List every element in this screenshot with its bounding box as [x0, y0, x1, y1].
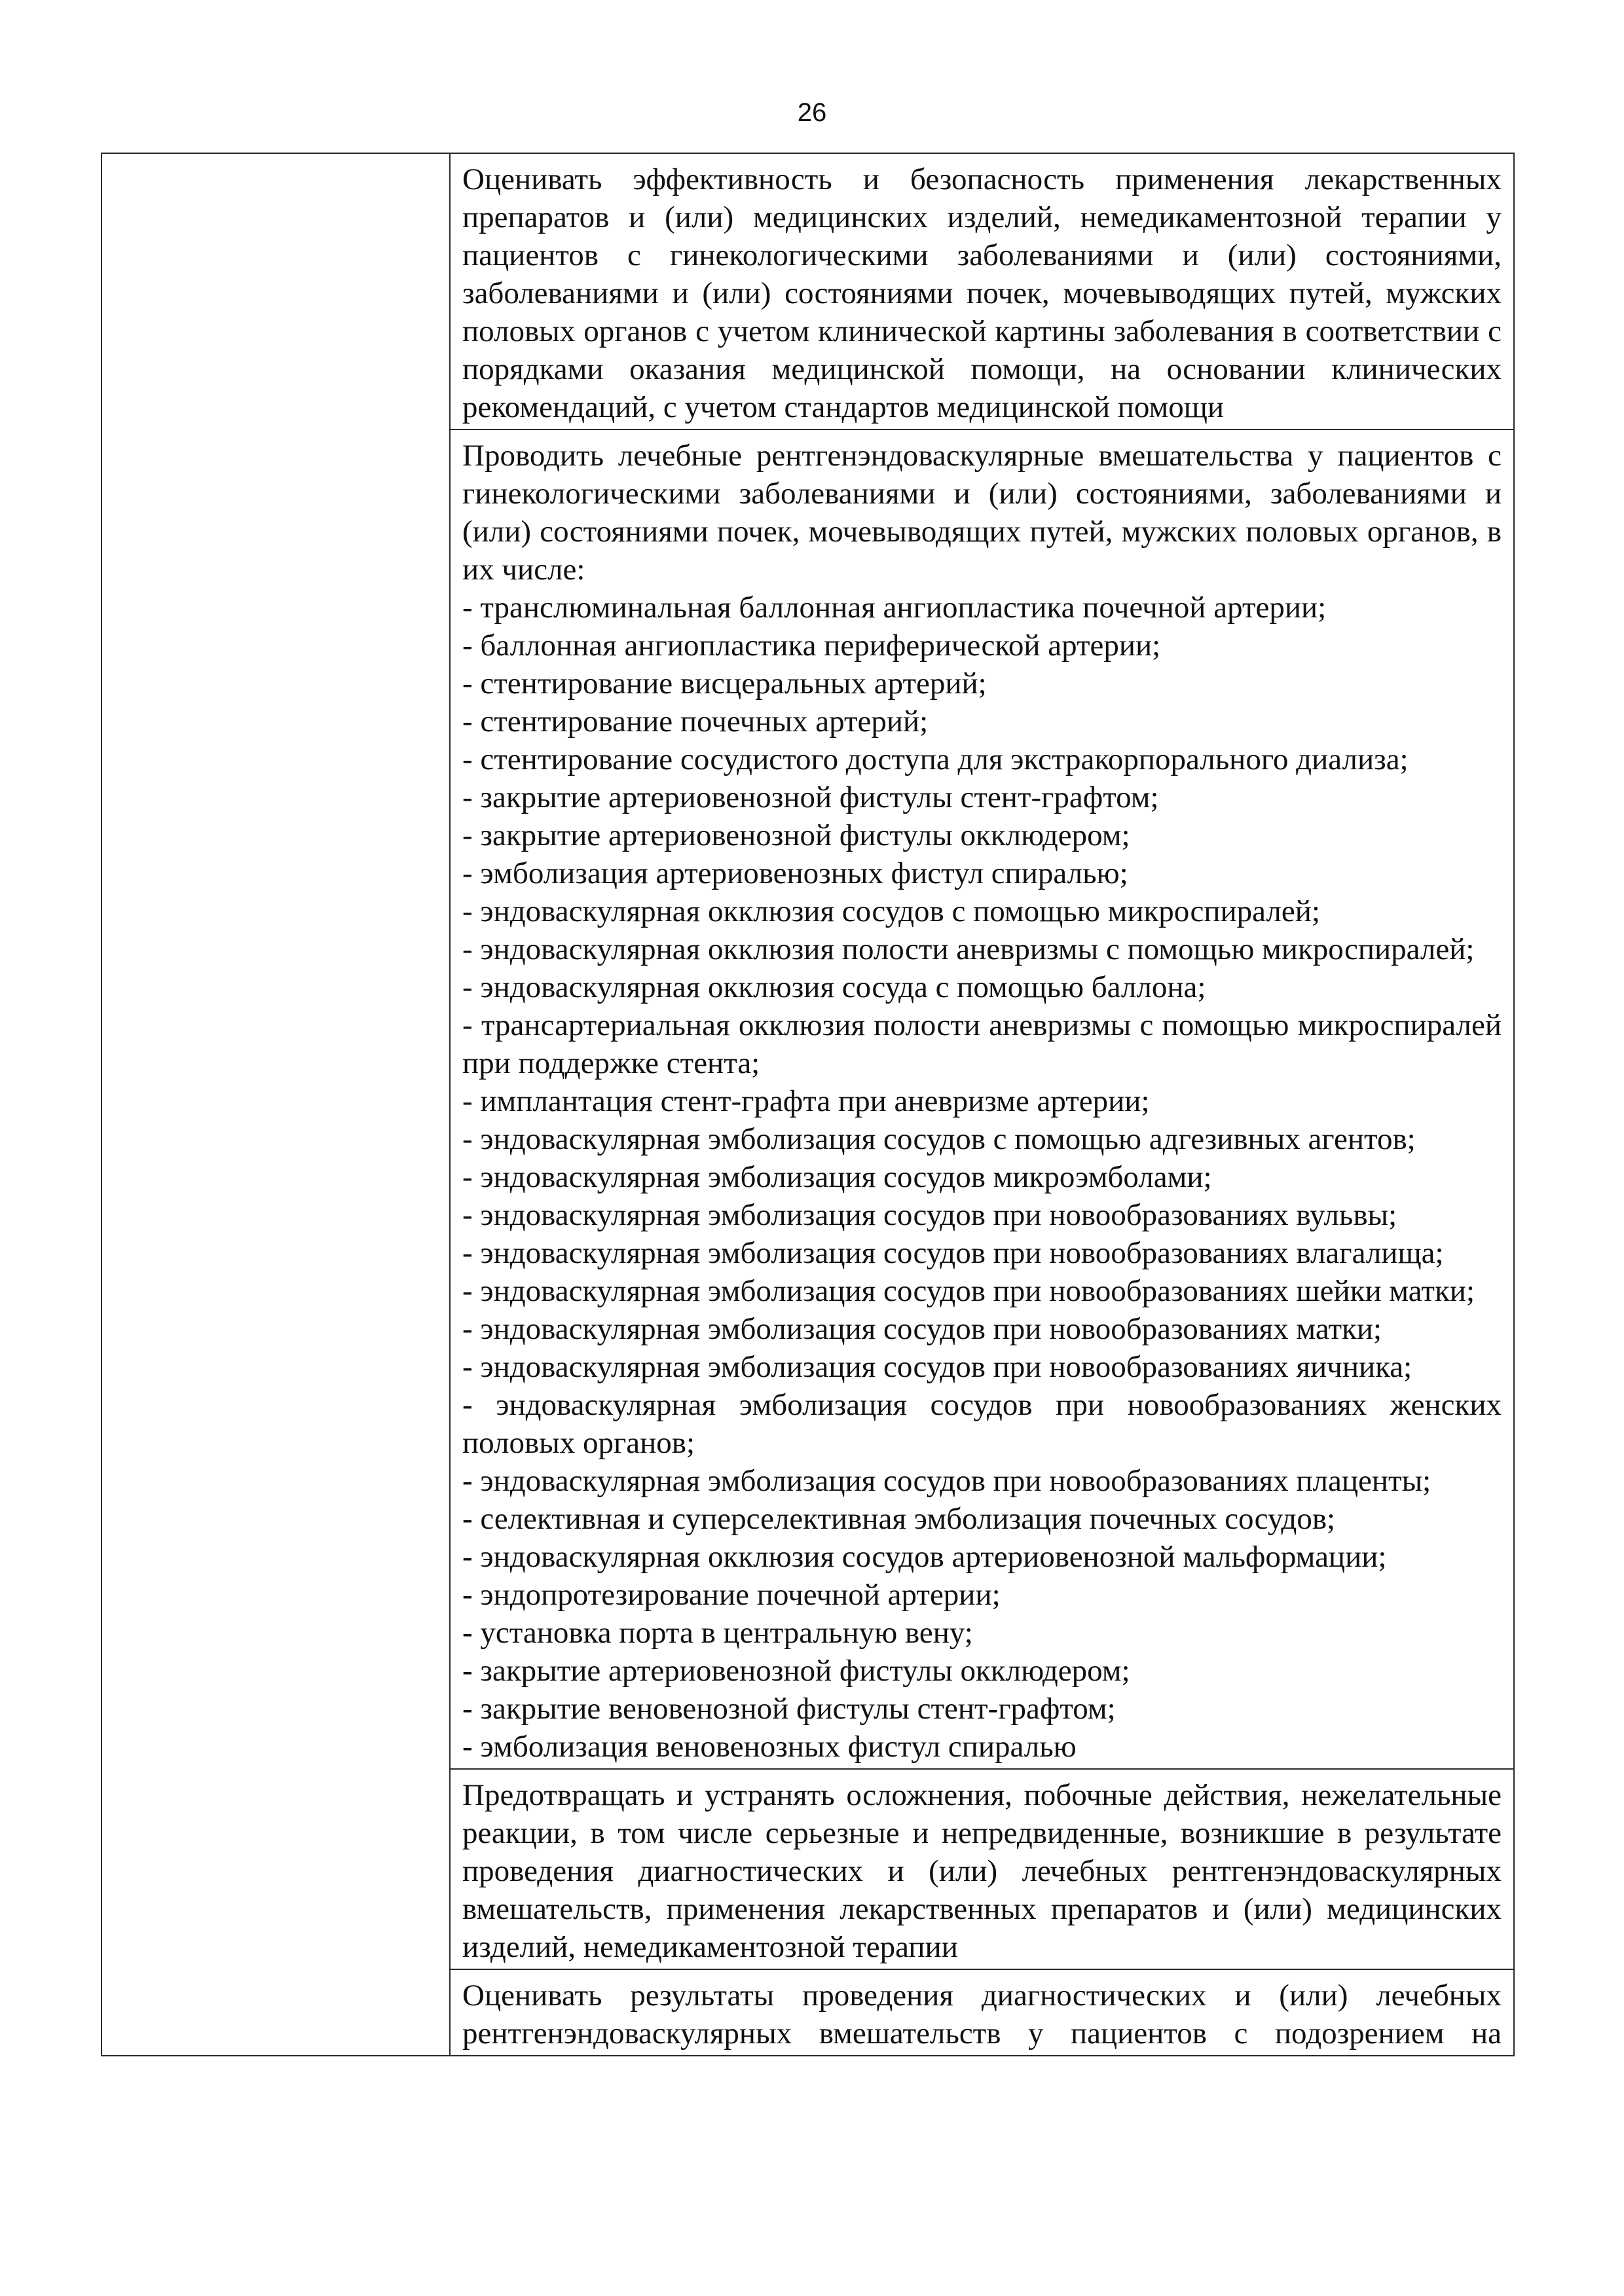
- table-row: [101, 153, 1514, 429]
- list-item: - эндоваскулярная эмболизация сосудов микроэмболами;: [462, 1160, 1212, 1194]
- list-item: - селективная и суперселективная эмболизация почечных сосудов;: [462, 1502, 1336, 1536]
- page-number: 26: [797, 98, 827, 127]
- list-item: - закрытие веновенозной фистулы стент-графтом;: [462, 1692, 1116, 1726]
- list-item: - стентирование висцеральных артерий;: [462, 666, 987, 701]
- list-item: - трансартериальная окклюзия полости аневризмы с помощью микроспиралей при поддержке стента;: [462, 1008, 1502, 1080]
- list-item: - закрытие артериовенозной фистулы окклюдером;: [462, 1654, 1130, 1688]
- list-item: - баллонная ангиопластика периферической артерии;: [462, 629, 1161, 663]
- list-item: - эндоваскулярная окклюзия сосудов артериовенозной мальформации;: [462, 1540, 1387, 1574]
- table-cell: [450, 429, 1514, 1769]
- list-item: - эндоваскулярная эмболизация сосудов при новообразованиях влагалища;: [462, 1236, 1444, 1270]
- list-item: - эндопротезирование почечной артерии;: [462, 1578, 1001, 1612]
- list-item: - эмболизация артериовенозных фистул спиралью;: [462, 856, 1128, 890]
- list-item: - закрытие артериовенозной фистулы окклюдером;: [462, 818, 1130, 852]
- list-item: - эндоваскулярная эмболизация сосудов при новообразованиях вульвы;: [462, 1198, 1397, 1232]
- list-item: - эндоваскулярная эмболизация сосудов при новообразованиях яичника;: [462, 1350, 1412, 1384]
- table-cell: [450, 1969, 1514, 2056]
- list-item: - стентирование сосудистого доступа для экстракорпорального диализа;: [462, 742, 1409, 776]
- table-cell: [450, 153, 1514, 429]
- list-item: - эндоваскулярная эмболизация сосудов при новообразованиях плаценты;: [462, 1464, 1431, 1498]
- labor-functions-table: [101, 153, 1515, 2056]
- list-item: - эндоваскулярная окклюзия полости аневризмы с помощью микроспиралей;: [462, 932, 1475, 966]
- list-item: - эндоваскулярная окклюзия сосудов с помощью микроспиралей;: [462, 894, 1320, 928]
- table-cell-text: Оценивать результаты проведения диагностических и (или) лечебных рентгенэндоваскулярных вмешательств у пациентов с подозрением на: [462, 1978, 1502, 2050]
- list-item: - установка порта в центральную вену;: [462, 1616, 973, 1650]
- table-cell: [450, 1769, 1514, 1969]
- list-item: - эндоваскулярная окклюзия сосуда с помощью баллона;: [462, 970, 1206, 1004]
- list-item: - эмболизация веновенозных фистул спиралью: [462, 1730, 1077, 1764]
- table-cell-intro: Проводить лечебные рентгенэндоваскулярные вмешательства у пациентов с гинекологическими заболеваниями и (или) состояниями, заболеваниями и (или) состояниями почек, мочевыводящих путей, мужских половых органов, в их числе:: [462, 439, 1502, 587]
- list-item: - транслюминальная баллонная ангиопластика почечной артерии;: [462, 591, 1327, 625]
- left-column-cell: [101, 153, 450, 2056]
- list-item: - стентирование почечных артерий;: [462, 704, 929, 738]
- table-cell-text: Предотвращать и устранять осложнения, побочные действия, нежелательные реакции, в том числе серьезные и непредвиденные, возникшие в результате проведения диагностических и (или) лечебных рентгенэндоваскулярных вмешательств, применения лекарственных препаратов и (или) медицинских изделий, немедикаментозной терапии: [462, 1778, 1502, 1964]
- list-item: - эндоваскулярная эмболизация сосудов при новообразованиях матки;: [462, 1312, 1382, 1346]
- procedure-list: [462, 589, 1502, 1766]
- list-item: - эндоваскулярная эмболизация сосудов при новообразованиях женских половых органов;: [462, 1388, 1502, 1460]
- list-item: - эндоваскулярная эмболизация сосудов с помощью адгезивных агентов;: [462, 1122, 1416, 1156]
- list-item: - закрытие артериовенозной фистулы стент-графтом;: [462, 780, 1159, 814]
- list-item: - имплантация стент-графта при аневризме артерии;: [462, 1084, 1150, 1118]
- list-item: - эндоваскулярная эмболизация сосудов при новообразованиях шейки матки;: [462, 1274, 1475, 1308]
- table-cell-text: Оценивать эффективность и безопасность применения лекарственных препаратов и (или) медицинских изделий, немедикаментозной терапии у пациентов с гинекологическими заболеваниями и (или) состояниями, заболеваниями и (или) состояниями почек, мочевыводящих путей, мужских половых органов с учетом клинической картины заболевания в соответствии с порядками оказания медицинской помощи, на основании клинических рекомендаций, с учетом стандартов медицинской помощи: [462, 162, 1502, 424]
